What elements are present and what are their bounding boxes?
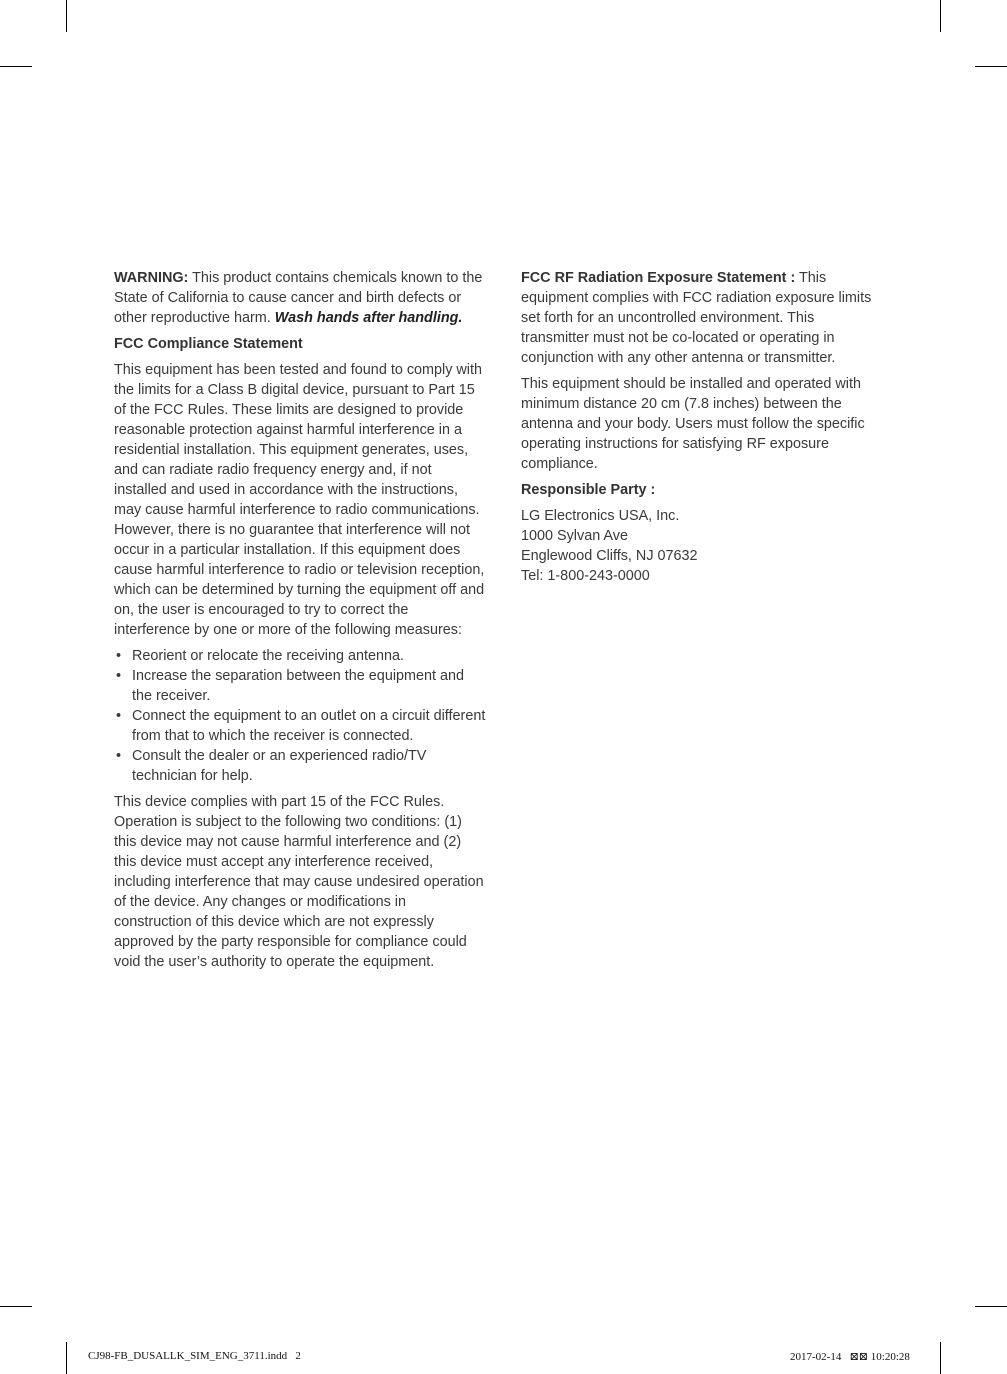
list-item: • Increase the separation between the equipment and the receiver. bbox=[116, 668, 465, 704]
crop-mark bbox=[66, 0, 67, 32]
rf-exposure-label: FCC RF Radiation Exposure Statement : bbox=[521, 270, 796, 286]
bullet-icon: • bbox=[116, 668, 122, 684]
crop-mark bbox=[0, 1306, 32, 1307]
address-block bbox=[521, 506, 873, 586]
responsible-party-heading: Responsible Party : bbox=[521, 482, 656, 498]
company-name: LG Electronics USA, Inc. bbox=[521, 508, 680, 524]
left-column bbox=[114, 268, 486, 978]
crop-mark bbox=[0, 66, 32, 67]
footer-timestamp: 2017-02-14 ⊠⊠ 10:20:28 bbox=[790, 1351, 910, 1363]
crop-mark bbox=[940, 0, 941, 32]
warning-emphasis: Wash hands after handling. bbox=[274, 310, 463, 326]
measures-list bbox=[114, 646, 486, 786]
fcc-compliance-paragraph: This equipment has been tested and found to comply with the limits for a Class B digital device, pursuant to Part 15 of the FCC Rules. These limits are designed to provide reasonable protection against harmful interference in a residential installation. This equipment generates, uses, and can radiate radio frequency energy and, if not installed and used in accordance with the instructions, may cause harmful interference to radio communications. However, there is no guarantee that interference will not occur in a particular installation. If this equipment does cause harmful interference to radio or television reception, which can be determined by turning the equipment off and on, the user is encouraged to try to correct the interference by one or more of the following measures: bbox=[114, 362, 485, 638]
warning-paragraph bbox=[114, 268, 486, 328]
city-state-zip: Englewood Cliffs, NJ 07632 bbox=[521, 548, 698, 564]
bullet-icon: • bbox=[116, 748, 122, 764]
crop-mark bbox=[66, 1342, 67, 1374]
list-item: • Reorient or relocate the receiving antenna. bbox=[116, 648, 404, 664]
crop-mark bbox=[975, 1306, 1007, 1307]
rf-exposure-paragraph bbox=[521, 268, 873, 368]
warning-label: WARNING: bbox=[114, 270, 189, 286]
crop-mark bbox=[940, 1342, 941, 1374]
right-column bbox=[521, 268, 873, 586]
telephone: Tel: 1-800-243-0000 bbox=[521, 568, 650, 584]
street-address: 1000 Sylvan Ave bbox=[521, 528, 628, 544]
installation-paragraph: This equipment should be installed and operated with minimum distance 20 cm (7.8 inches) between the antenna and your body. Users must follow the specific operating instructions for satisfying RF exposure compliance. bbox=[521, 376, 865, 472]
crop-mark bbox=[975, 66, 1007, 67]
list-item: • Connect the equipment to an outlet on a circuit different from that to which the receiver is connected. bbox=[116, 708, 486, 744]
warning-text: This product contains chemicals known to the State of California to cause cancer and birth defects or other reproductive harm. bbox=[114, 270, 483, 326]
footer-filename: CJ98-FB_DUSALLK_SIM_ENG_3711.indd 2 bbox=[88, 1350, 301, 1362]
fcc-compliance-heading: FCC Compliance Statement bbox=[114, 336, 303, 352]
list-item: • Consult the dealer or an experienced radio/TV technician for help. bbox=[116, 748, 427, 784]
bullet-icon: • bbox=[116, 708, 122, 724]
rf-exposure-text: This equipment complies with FCC radiation exposure limits set forth for an uncontrolled environment. This transmitter must not be co-located or operating in conjunction with any other antenna or transmitter. bbox=[521, 270, 872, 366]
bullet-icon: • bbox=[116, 648, 122, 664]
part15-compliance-paragraph: This device complies with part 15 of the FCC Rules. Operation is subject to the following two conditions: (1) this device may not cause harmful interference and (2) this device must accept any interference received, including interference that may cause undesired operation of the device. Any changes or modifications in construction of this device which are not expressly approved by the party responsible for compliance could void the user’s authority to operate the equipment. bbox=[114, 794, 484, 970]
